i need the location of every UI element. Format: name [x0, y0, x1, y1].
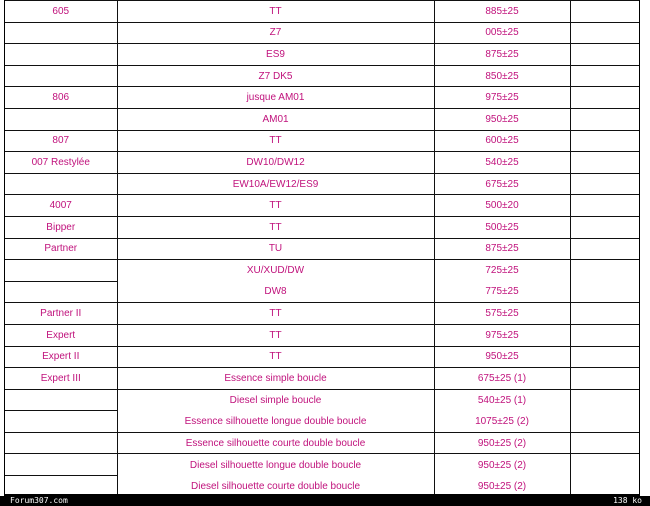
engine-cell: DW10/DW12	[117, 152, 434, 174]
model-cell	[5, 44, 117, 66]
empty-cell	[570, 281, 640, 303]
value-cell: 885±25	[434, 1, 570, 23]
model-cell	[5, 260, 117, 282]
empty-cell	[570, 476, 640, 496]
value-cell: 950±25	[434, 108, 570, 130]
engine-cell: TT	[117, 346, 434, 368]
model-cell: Partner II	[5, 303, 117, 325]
model-cell	[5, 173, 117, 195]
model-cell	[5, 411, 117, 433]
value-cell: 775±25	[434, 281, 570, 303]
model-cell: Partner	[5, 238, 117, 260]
table-row	[5, 303, 640, 325]
table-row	[5, 346, 640, 368]
table-body	[5, 1, 640, 497]
model-cell: Expert II	[5, 346, 117, 368]
empty-cell	[570, 216, 640, 238]
engine-cell: TT	[117, 216, 434, 238]
empty-cell	[570, 324, 640, 346]
engine-cell: XU/XUD/DW	[117, 260, 434, 282]
value-cell: 540±25 (1)	[434, 389, 570, 411]
model-cell	[5, 476, 117, 496]
empty-cell	[570, 346, 640, 368]
table-row	[5, 195, 640, 217]
document-page	[4, 0, 640, 496]
table-row	[5, 152, 640, 174]
value-cell: 725±25	[434, 260, 570, 282]
value-cell: 500±25	[434, 216, 570, 238]
value-cell: 1075±25 (2)	[434, 411, 570, 433]
engine-cell: Diesel silhouette longue double boucle	[117, 454, 434, 476]
table-row	[5, 324, 640, 346]
value-cell: 950±25 (2)	[434, 432, 570, 454]
empty-cell	[570, 130, 640, 152]
empty-cell	[570, 238, 640, 260]
model-cell	[5, 281, 117, 303]
empty-cell	[570, 108, 640, 130]
value-cell: 575±25	[434, 303, 570, 325]
table-row	[5, 216, 640, 238]
empty-cell	[570, 22, 640, 44]
engine-cell: TT	[117, 130, 434, 152]
engine-cell: Essence silhouette courte double boucle	[117, 432, 434, 454]
engine-cell: TT	[117, 1, 434, 23]
table-row	[5, 454, 640, 476]
engine-cell: Essence simple boucle	[117, 368, 434, 390]
model-cell: 605	[5, 1, 117, 23]
model-cell	[5, 432, 117, 454]
engine-cell: Z7 DK5	[117, 65, 434, 87]
value-cell: 975±25	[434, 324, 570, 346]
table-row	[5, 65, 640, 87]
table-row	[5, 1, 640, 23]
value-cell: 005±25	[434, 22, 570, 44]
model-cell: 4007	[5, 195, 117, 217]
values-table	[5, 0, 640, 496]
model-cell: 806	[5, 87, 117, 109]
model-cell: 007 Restylée	[5, 152, 117, 174]
site-watermark: Forum307.com	[10, 496, 68, 505]
value-cell: 975±25	[434, 87, 570, 109]
engine-cell: TT	[117, 303, 434, 325]
value-cell: 675±25 (1)	[434, 368, 570, 390]
table-row	[5, 87, 640, 109]
value-cell: 850±25	[434, 65, 570, 87]
engine-cell: Diesel silhouette courte double boucle	[117, 476, 434, 496]
model-cell	[5, 389, 117, 411]
table-row	[5, 108, 640, 130]
model-cell: Expert III	[5, 368, 117, 390]
empty-cell	[570, 389, 640, 411]
value-cell: 950±25	[434, 346, 570, 368]
empty-cell	[570, 195, 640, 217]
engine-cell: Z7	[117, 22, 434, 44]
table-row	[5, 432, 640, 454]
table-row	[5, 389, 640, 411]
empty-cell	[570, 411, 640, 433]
engine-cell: TT	[117, 324, 434, 346]
model-cell: 807	[5, 130, 117, 152]
table-row	[5, 260, 640, 282]
empty-cell	[570, 1, 640, 23]
engine-cell: TT	[117, 195, 434, 217]
table-row	[5, 22, 640, 44]
engine-cell: AM01	[117, 108, 434, 130]
table-row	[5, 281, 640, 303]
value-cell: 600±25	[434, 130, 570, 152]
table-row	[5, 368, 640, 390]
empty-cell	[570, 87, 640, 109]
value-cell: 875±25	[434, 44, 570, 66]
value-cell: 875±25	[434, 238, 570, 260]
file-size-label: 138 ko	[613, 496, 642, 505]
table-row	[5, 173, 640, 195]
image-footer-bar	[0, 496, 650, 506]
model-cell: Bipper	[5, 216, 117, 238]
empty-cell	[570, 260, 640, 282]
empty-cell	[570, 152, 640, 174]
empty-cell	[570, 368, 640, 390]
engine-cell: Diesel simple boucle	[117, 389, 434, 411]
value-cell: 950±25 (2)	[434, 454, 570, 476]
engine-cell: ES9	[117, 44, 434, 66]
empty-cell	[570, 173, 640, 195]
table-row	[5, 130, 640, 152]
engine-cell: Essence silhouette longue double boucle	[117, 411, 434, 433]
engine-cell: jusque AM01	[117, 87, 434, 109]
empty-cell	[570, 65, 640, 87]
engine-cell: TU	[117, 238, 434, 260]
value-cell: 675±25	[434, 173, 570, 195]
table-row	[5, 44, 640, 66]
value-cell: 950±25 (2)	[434, 476, 570, 496]
empty-cell	[570, 432, 640, 454]
table-row	[5, 411, 640, 433]
engine-cell: EW10A/EW12/ES9	[117, 173, 434, 195]
model-cell	[5, 454, 117, 476]
table-row	[5, 238, 640, 260]
value-cell: 500±20	[434, 195, 570, 217]
model-cell	[5, 65, 117, 87]
empty-cell	[570, 303, 640, 325]
table-row	[5, 476, 640, 496]
engine-cell: DW8	[117, 281, 434, 303]
model-cell	[5, 108, 117, 130]
value-cell: 540±25	[434, 152, 570, 174]
model-cell: Expert	[5, 324, 117, 346]
model-cell	[5, 22, 117, 44]
empty-cell	[570, 44, 640, 66]
empty-cell	[570, 454, 640, 476]
